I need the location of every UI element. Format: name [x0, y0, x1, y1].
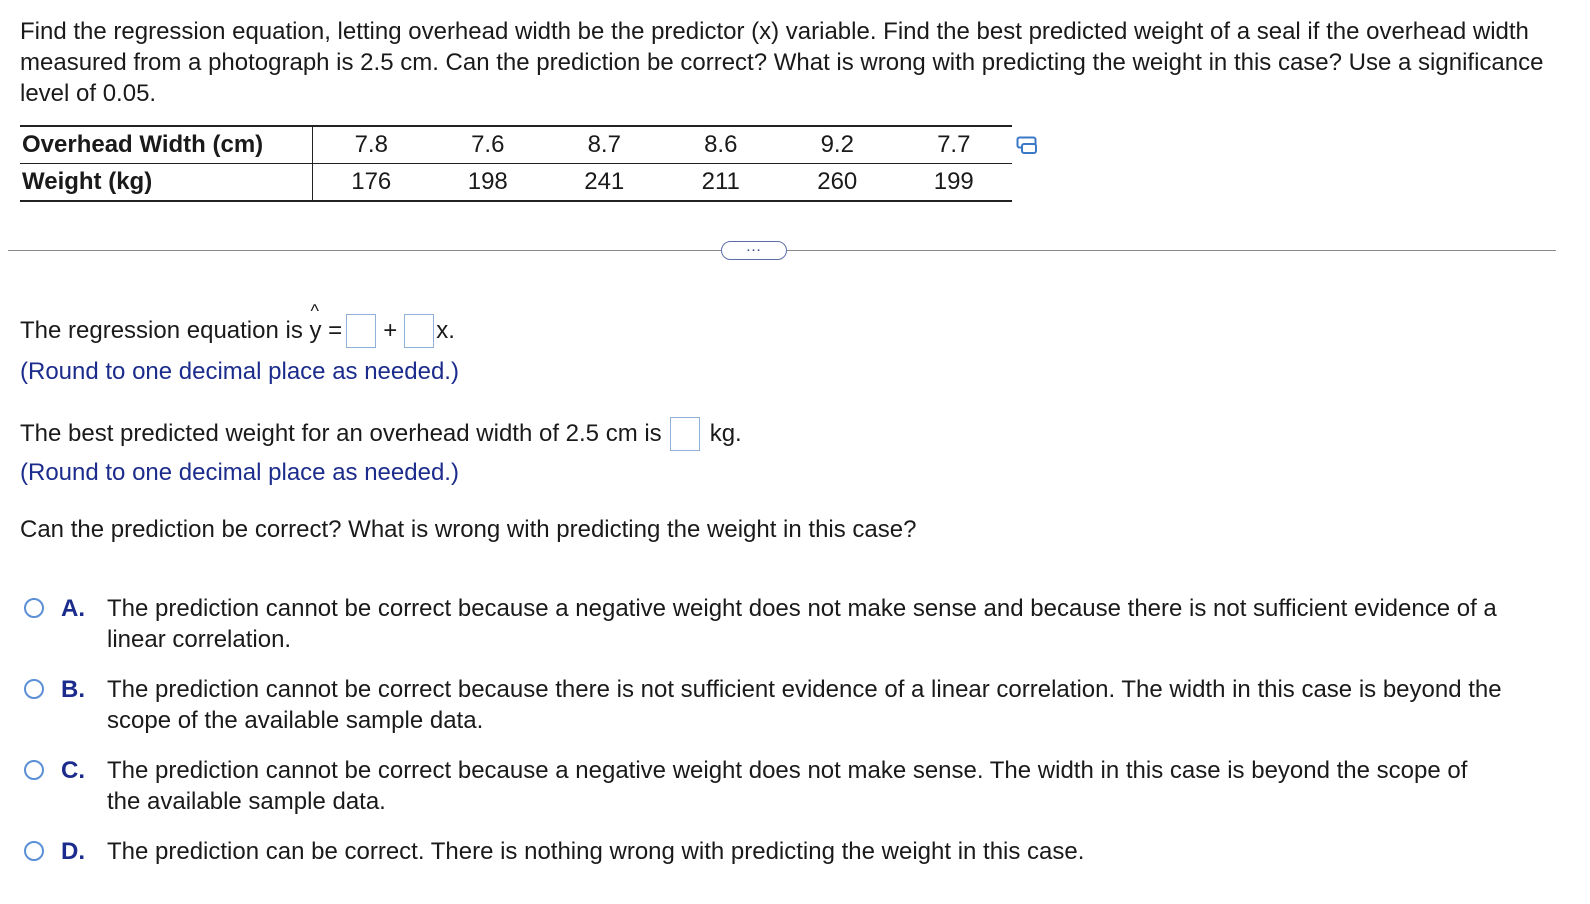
copy-data-icon[interactable]: [1016, 135, 1042, 155]
x-suffix: x.: [436, 317, 455, 344]
choice-text: The prediction cannot be correct because there is not sufficient evidence of a linear correlation. The width in this case is beyond the scope of the available sample data.: [107, 676, 1502, 734]
choice-c[interactable]: [24, 755, 1544, 817]
choice-d[interactable]: [24, 836, 1544, 867]
ellipsis-icon: …: [745, 237, 763, 255]
question-text: Find the regression equation, letting overhead width be the predictor (x) variable. Find the best predicted weight of a seal if the overhead width measured from a photograph is 2.5 cm. Can the prediction be correct? What is wrong with predicting the weight in this case? Use a significance level of 0.05.: [20, 18, 1544, 107]
predicted-weight-line: [20, 417, 742, 451]
table-cell: 7.7: [896, 126, 1013, 164]
table-cell: 211: [663, 164, 780, 202]
radio-button[interactable]: [24, 760, 44, 780]
radio-button[interactable]: [24, 598, 44, 618]
predicted-weight-prefix: The best predicted weight for an overhead width of 2.5 cm is: [20, 420, 662, 447]
table-cell: 241: [546, 164, 663, 202]
table-cell: 9.2: [779, 126, 896, 164]
table-cell: 8.7: [546, 126, 663, 164]
table-cell: 7.8: [313, 126, 430, 164]
choice-letter: D.: [61, 838, 85, 865]
slope-input[interactable]: [404, 314, 434, 348]
rounding-hint-1: (Round to one decimal place as needed.): [20, 358, 459, 385]
data-table: [20, 125, 1012, 202]
row-header-overhead-width: Overhead Width (cm): [20, 126, 313, 164]
rounding-hint-2: (Round to one decimal place as needed.): [20, 459, 459, 486]
choice-text: The prediction cannot be correct because a negative weight does not make sense and because there is not sufficient evidence of a linear correlation.: [107, 595, 1497, 653]
y-hat-symbol: [309, 301, 322, 345]
choice-text: The prediction cannot be correct because a negative weight does not make sense. The width in this case is beyond the scope of the available sample data.: [107, 757, 1468, 815]
choice-text: The prediction can be correct. There is nothing wrong with predicting the weight in this case.: [107, 838, 1085, 865]
table-cell: 198: [430, 164, 547, 202]
choice-letter: C.: [61, 757, 85, 784]
hat-glyph: ^: [310, 301, 319, 321]
choice-b[interactable]: [24, 674, 1544, 736]
plus-sign: +: [383, 317, 398, 344]
predicted-weight-input[interactable]: [670, 417, 700, 451]
table-cell: 8.6: [663, 126, 780, 164]
intercept-input[interactable]: [346, 314, 376, 348]
table-cell: 7.6: [430, 126, 547, 164]
radio-button[interactable]: [24, 841, 44, 861]
table-row: [20, 126, 1012, 164]
choice-a[interactable]: [24, 593, 1544, 655]
prediction-question: Can the prediction be correct? What is wrong with predicting the weight in this case?: [20, 516, 917, 543]
choice-letter: B.: [61, 676, 85, 703]
row-header-weight: Weight (kg): [20, 164, 313, 202]
choice-letter: A.: [61, 595, 85, 622]
regression-equation-line: [20, 301, 455, 348]
table-row: [20, 164, 1012, 202]
kg-suffix: kg.: [709, 420, 742, 447]
expand-more-button[interactable]: [721, 237, 787, 260]
y-letter: y: [309, 317, 322, 344]
table-cell: 199: [896, 164, 1013, 202]
table-cell: 260: [779, 164, 896, 202]
radio-button[interactable]: [24, 679, 44, 699]
table-cell: 176: [313, 164, 430, 202]
equals-sign: =: [321, 317, 343, 344]
regression-prefix: The regression equation is: [20, 317, 310, 344]
